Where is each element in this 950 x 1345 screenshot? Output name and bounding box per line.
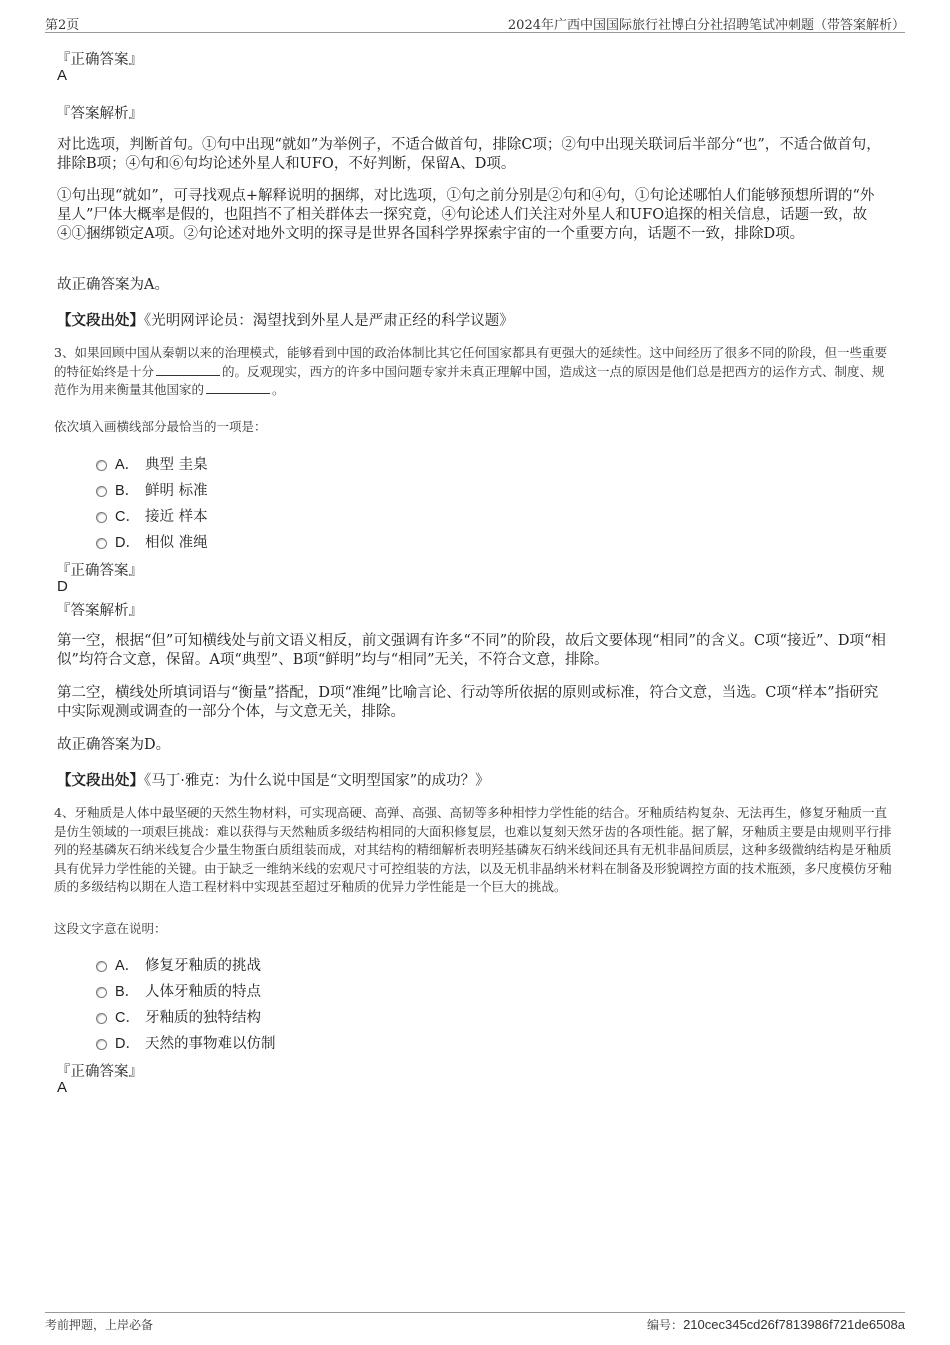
q2-answer: A <box>57 67 68 84</box>
q3-analysis-conclusion: 故正确答案为D。 <box>57 737 171 753</box>
page-number: 第2页 <box>45 18 80 33</box>
option-text: 相似 准绳 <box>145 535 208 551</box>
code-label: 编号： <box>647 1318 684 1332</box>
q3-answer: D <box>57 578 68 595</box>
option-key: B． <box>115 984 140 1000</box>
option-key: C． <box>115 509 140 525</box>
q2-answer-label: 『正确答案』 <box>56 52 143 68</box>
q3-analysis-label: 『答案解析』 <box>56 603 143 619</box>
page-footer <box>45 1312 905 1336</box>
radio-icon[interactable] <box>96 538 107 549</box>
radio-icon[interactable] <box>96 1039 107 1050</box>
q4-answer: A <box>57 1079 68 1096</box>
q3-option-c[interactable] <box>96 505 208 526</box>
document-title: 2024年广西中国国际旅行社博白分社招聘笔试冲刺题（带答案解析） <box>507 18 905 33</box>
option-key: A． <box>115 457 140 473</box>
q4-option-d[interactable] <box>96 1032 276 1053</box>
radio-icon[interactable] <box>96 512 107 523</box>
radio-icon[interactable] <box>96 987 107 998</box>
q2-analysis-paragraph-2: ①句出现“就如”，可寻找观点+解释说明的捆绑，对比选项，①句之前分别是②句和④句，①句论述哪怕人们能够预想所谓的“外星人”尸体大概率是假的，也阻挡不了相关群体去一探究竟，④句论述人们关注对外星人和UFO追探的相关信息，话题一致，故④①捆绑锁定A项。②句论述对地外文明的探寻是世界各国科学界探索宇宙的一个重要方向，话题不一致，排除D项。 <box>57 188 875 242</box>
option-key: B． <box>115 483 140 499</box>
q4-instruction: 这段文字意在说明： <box>54 921 167 936</box>
q3-analysis-paragraph-2: 第二空，横线处所填词语与“衡量”搭配，D项“准绳”比喻言论、行动等所依据的原则或标准，符合文意，当选。C项“样本”指研究中实际观测或调查的一部分个体，与文意无关，排除。 <box>57 685 879 720</box>
q3-option-b[interactable] <box>96 479 208 500</box>
q2-analysis-paragraph-1: 对比选项，判断首句。①句中出现“就如”为举例子，不适合做首句，排除C项；②句中出现关联词后半部分“也”，不适合做首句，排除B项；④句和⑥句均论述外星人和UFO，不好判断，保留A、D项。 <box>57 137 881 172</box>
radio-icon[interactable] <box>96 460 107 471</box>
q2-analysis-label: 『答案解析』 <box>56 106 143 122</box>
option-text: 人体牙釉质的特点 <box>145 984 261 1000</box>
footer-slogan: 考前押题，上岸必备 <box>45 1318 154 1332</box>
q2-analysis-conclusion: 故正确答案为A。 <box>57 277 169 293</box>
q3-option-a[interactable] <box>96 453 208 474</box>
option-text: 牙釉质的独特结构 <box>145 1010 261 1026</box>
q3-blank-1 <box>156 363 220 376</box>
radio-icon[interactable] <box>96 961 107 972</box>
q3-blank-2 <box>206 381 270 394</box>
option-key: A． <box>115 958 140 974</box>
source-tag: 【文段出处】 <box>57 312 144 329</box>
q2-source <box>57 309 514 330</box>
q4-answer-label: 『正确答案』 <box>56 1064 143 1080</box>
source-text: 《光明网评论员：渴望找到外星人是严肃正经的科学议题》 <box>144 313 514 329</box>
option-key: D． <box>115 535 140 551</box>
page-header <box>45 14 905 33</box>
q3-stem <box>54 344 894 400</box>
q4-option-c[interactable] <box>96 1006 261 1027</box>
q3-option-d[interactable] <box>96 531 208 552</box>
q3-source <box>57 769 490 790</box>
source-tag: 【文段出处】 <box>57 772 144 789</box>
q3-analysis-paragraph-1: 第一空，根据“但”可知横线处与前文语义相反，前文强调有许多“不同”的阶段，故后文要体现“相同”的含义。C项“接近”、D项“相似”均符合文意，保留。A项“典型”、B项“鲜明”均与“相同”无关，不符合文意，排除。 <box>57 633 886 668</box>
option-text: 接近 样本 <box>145 509 208 525</box>
option-text: 鲜明 标准 <box>145 483 208 499</box>
q4-option-a[interactable] <box>96 954 261 975</box>
q4-option-b[interactable] <box>96 980 261 1001</box>
q3-stem-part-2: 的。反观现实，西方的许多中国问题专家并未真正理解中国，造成这一点的原因是他们总是把西方的运作方式、制度、规范作为用来衡量其他国家的 <box>54 363 885 397</box>
q3-instruction: 依次填入画横线部分最恰当的一项是： <box>54 419 267 434</box>
option-text: 修复牙釉质的挑战 <box>145 958 261 974</box>
q3-answer-label: 『正确答案』 <box>56 563 143 579</box>
q3-stem-part-1: 3、如果回顾中国从秦朝以来的治理模式，能够看到中国的政治体制比其它任何国家都具有更强大的延续性。这中间经历了很多不同的阶段，但一些重要的特征始终是十分 <box>54 345 887 379</box>
source-text: 《马丁·雅克：为什么说中国是“文明型国家”的成功？》 <box>144 773 490 789</box>
q4-stem: 4、牙釉质是人体中最坚硬的天然生物材料，可实现高硬、高弹、高强、高韧等多种相悖力学性能的结合。牙釉质结构复杂、无法再生，修复牙釉质一直是仿生领域的一项艰巨挑战：难以获得与天然釉质多级结构相同的大面积修复层，也难以复刻天然牙齿的各项性能。据了解，牙釉质主要是由规则平行排列的羟基磷灰石纳米线复合少量生物蛋白质组装而成，对其结构的精细解析表明羟基磷灰石纳米线间还具有无机非晶间质层，这种多级微纳结构是牙釉质具有优异力学性能的关键。由于缺乏一维纳米线的宏观尺寸可控组装的方法，以及无机非晶纳米材料在制备及形貌调控方面的技术瓶颈，多尺度模仿牙釉质的多级结构以期在人造工程材料中实现甚至超过牙釉质的优异力学性能是一个巨大的挑战。 <box>54 805 892 894</box>
option-text: 天然的事物难以仿制 <box>145 1036 276 1052</box>
option-key: D． <box>115 1036 140 1052</box>
option-text: 典型 圭臬 <box>145 457 208 473</box>
radio-icon[interactable] <box>96 1013 107 1024</box>
q3-stem-part-3: 。 <box>272 382 285 397</box>
code-value: 210cec345cd26f7813986f721de6508a <box>683 1317 905 1332</box>
radio-icon[interactable] <box>96 486 107 497</box>
document-code <box>647 1316 905 1333</box>
option-key: C． <box>115 1010 140 1026</box>
